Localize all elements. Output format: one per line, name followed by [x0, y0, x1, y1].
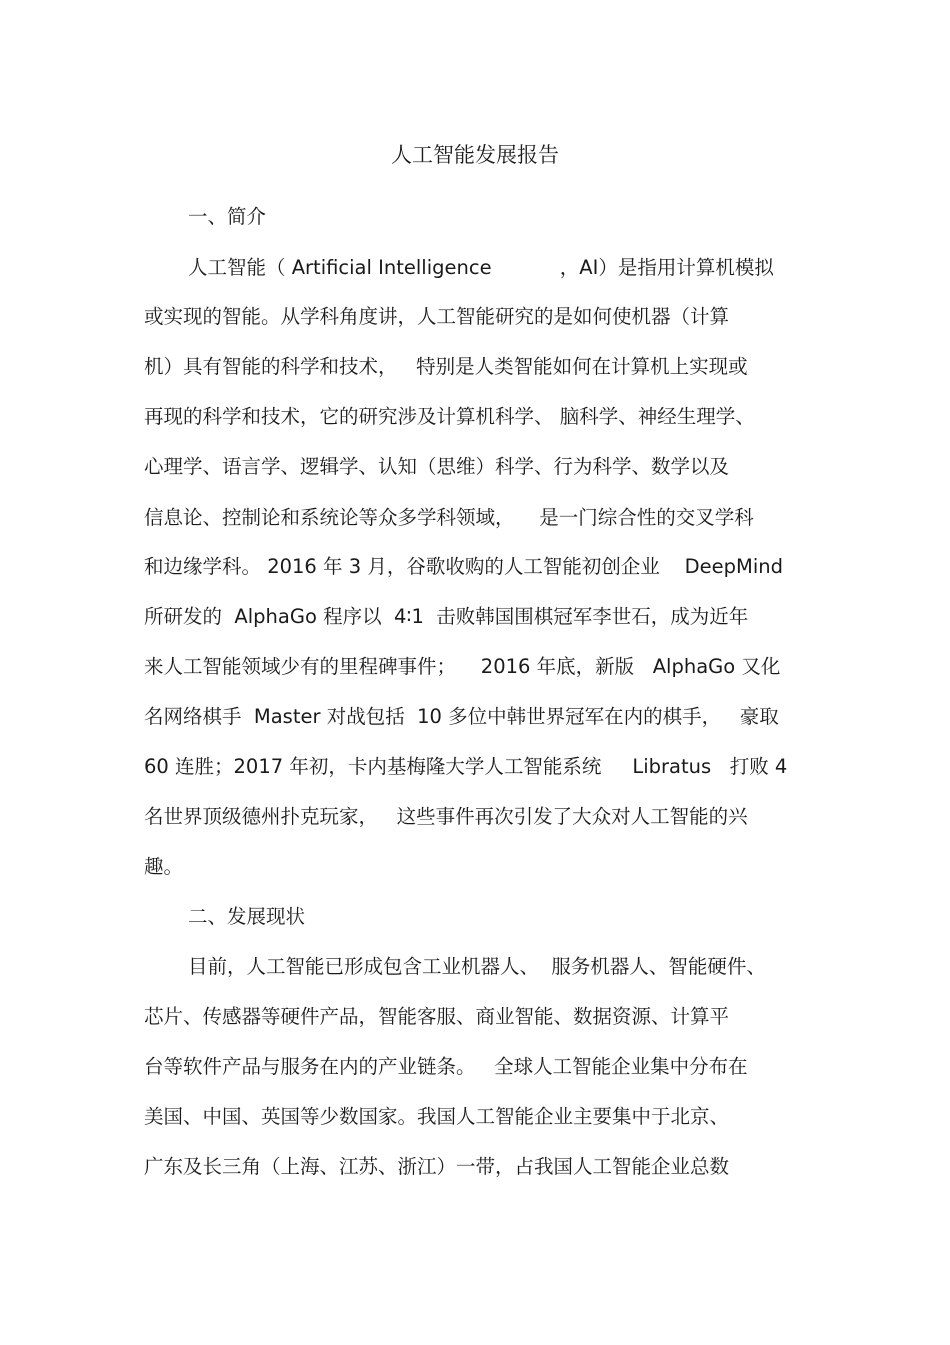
- paragraph-line: 60 连胜；2017 年初，卡内基梅隆大学人工智能系统 Libratus 打败 4: [144, 755, 788, 778]
- paragraph-line: 美国、中国、英国等少数国家。我国人工智能企业主要集中于北京、: [144, 1105, 730, 1128]
- paragraph-line: 所研发的 AlphaGo 程序以 4∶1 击败韩国围棋冠军李世石，成为近年: [144, 605, 749, 628]
- paragraph-line: 来人工智能领域少有的里程碑事件； 2016 年底，新版 AlphaGo 又化: [144, 655, 781, 678]
- paragraph-line: 或实现的智能。从学科角度讲，人工智能研究的是如何使机器（计算: [144, 305, 730, 328]
- paragraph-line: 目前，人工智能已形成包含工业机器人、 服务机器人、智能硬件、: [188, 955, 766, 978]
- paragraph-line: 名网络棋手 Master 对战包括 10 多位中韩世界冠军在内的棋手， 豪取: [144, 705, 779, 728]
- paragraph-line: 芯片、传感器等硬件产品，智能客服、商业智能、数据资源、计算平: [144, 1005, 730, 1028]
- paragraph-line: 趣。: [144, 855, 184, 878]
- paragraph-line: 台等软件产品与服务在内的产业链条。 全球人工智能企业集中分布在: [144, 1055, 748, 1078]
- paragraph-line: 人工智能（ Artificial Intelligence ，AI）是指用计算机模拟: [188, 256, 774, 279]
- paragraph-line: 信息论、控制论和系统论等众多学科领域， 是一门综合性的交叉学科: [144, 506, 754, 529]
- paragraph-line: 和边缘学科。 2016 年 3 月，谷歌收购的人工智能初创企业 DeepMind: [144, 555, 783, 578]
- section-heading-intro: 一、简介: [188, 205, 267, 228]
- paragraph-line: 再现的科学和技术，它的研究涉及计算机科学、 脑科学、神经生理学、: [144, 405, 755, 428]
- document-title: 人工智能发展报告: [391, 143, 559, 167]
- paragraph-line: 广东及长三角（上海、江苏、浙江）一带，占我国人工智能企业总数: [144, 1155, 730, 1178]
- paragraph-line: 名世界顶级德州扑克玩家， 这些事件再次引发了大众对人工智能的兴: [144, 805, 748, 828]
- section-heading-status: 二、发展现状: [188, 905, 306, 928]
- paragraph-line: 心理学、语言学、逻辑学、认知（思维）科学、行为科学、数学以及: [144, 455, 730, 478]
- paragraph-line: 机）具有智能的科学和技术， 特别是人类智能如何在计算机上实现或: [144, 355, 748, 378]
